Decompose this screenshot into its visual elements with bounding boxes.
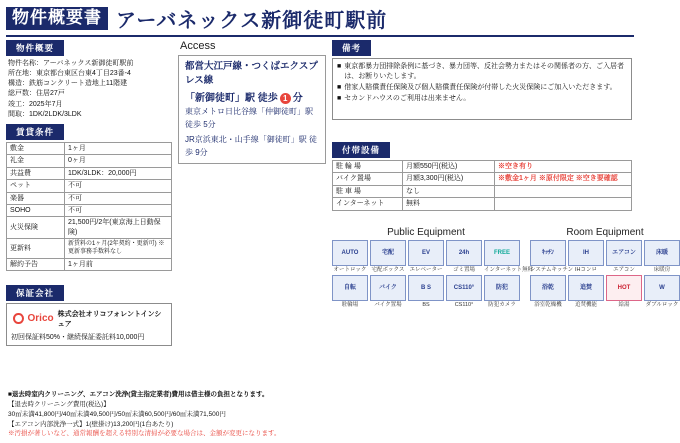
guarantee-company: Orico 株式会社オリコフォレントインシュア [11, 307, 167, 332]
equipment-item: 浴乾 浴室乾燥機 [530, 275, 566, 308]
equipment-item: W ダブルロック [644, 275, 680, 308]
public-equipment-title: Public Equipment [387, 226, 465, 238]
table-row: 火災保険 21,500円/2年(東京海上日動保険) [7, 217, 172, 239]
bike-parking-icon: バイク [370, 275, 406, 301]
hot-water-icon: HOT [606, 275, 642, 301]
floor-heating-icon: 床暖 [644, 240, 680, 266]
equipment-item: 自転 駐輪場 [332, 275, 368, 308]
overview-row: 所在地： 東京都台東区台東4丁目23番-4 [8, 70, 131, 78]
table-row: 礼金 0ヶ月 [7, 155, 172, 167]
equipment-item: AUTO オートロック [332, 240, 368, 273]
access-walk-line: 「新御徒町」駅 徒歩 1 分 [185, 92, 303, 104]
bath-dryer-icon: 浴乾 [530, 275, 566, 301]
page-title: 物件概要書 [6, 7, 108, 31]
equipment-item: エアコン エアコン [606, 240, 642, 273]
equipment-item: FREE インターネット無料 [484, 240, 520, 273]
reheating-bath-icon: 追焚 [568, 275, 604, 301]
document-header [6, 4, 634, 37]
access-title: Access [180, 40, 216, 52]
table-row: 駐 輪 場 月額550円(税込) ※空き有り [333, 161, 632, 173]
note-line: ※汚損が著しいなど、通常報酬を超える特別な清掃が必要な場合は、金額が変更になります。 [8, 430, 281, 438]
cs-antenna-icon: CS110° [446, 275, 482, 301]
room-equipment-block [530, 227, 680, 308]
table-row: インターネット 無料 [333, 198, 632, 210]
overview-row: 物件名称： アーバネックス新御徒町駅前 [8, 60, 134, 67]
overview-row: 間取： 1DK/2LDK/3LDK [8, 110, 82, 118]
equipment-item: EV エレベーター [408, 240, 444, 273]
right-column [332, 40, 679, 346]
ih-stove-icon: IH [568, 240, 604, 266]
rent-conditions-label: 賃貸条件 [6, 124, 64, 140]
guarantee-note: 初回保証料50%・継続保証委託料10,000円 [11, 333, 145, 341]
remarks-section [332, 40, 632, 120]
access-column [178, 40, 326, 346]
table-row: 解約予告 1ヶ月前 [7, 258, 172, 270]
main-columns [6, 40, 679, 346]
trash-room-icon: 24h [446, 240, 482, 266]
equipment-item: ｷｯﾁﾝ システムキッチン [530, 240, 566, 273]
table-row: 敷金 1ヶ月 [7, 142, 172, 154]
guarantee-section [6, 285, 172, 346]
room-equipment-grid [530, 240, 680, 308]
table-row: 共益費 1DK/3LDK：20,000円 [7, 167, 172, 179]
auto-lock-icon: AUTO [332, 240, 368, 266]
equipment-section [332, 226, 679, 308]
equipment-item: 24h ゴミ置場 [446, 240, 482, 273]
bs-antenna-icon: B S [408, 275, 444, 301]
overview-section [6, 40, 172, 120]
equipment-item: バイク バイク置場 [370, 275, 406, 308]
facilities-table [332, 160, 632, 211]
walk-minutes-badge: 1 [280, 93, 291, 104]
equipment-item: 宅配 宅配ボックス [370, 240, 406, 273]
facilities-label: 付帯設備 [332, 142, 390, 158]
equipment-item: B S BS [408, 275, 444, 308]
table-row: SOHO 不可 [7, 205, 172, 217]
bullet-square-icon: ■ [337, 63, 342, 70]
table-row: 楽器 不可 [7, 192, 172, 204]
access-sub-line: JR京浜東北・山手線「御徒町」駅 徒歩 9分 [185, 134, 317, 157]
remark-item: ■ 借家人賠償責任保険及び個人賠償責任保険が付帯した火災保険にご加入いただきます。 [337, 83, 627, 93]
bullet-square-icon: ■ [337, 84, 342, 92]
elevator-icon: EV [408, 240, 444, 266]
note-line: 30㎡未満41,800円/40㎡未満49,500円/50㎡未満60,500円/60㎡未満71,500円 [8, 410, 226, 418]
note-line: 【退去時クリーニング費用(税込)】 [8, 401, 110, 408]
public-equipment-block [332, 226, 534, 308]
facilities-section [332, 142, 632, 211]
remark-item: ■ セカンドハウスのご利用は出来ません。 [337, 94, 627, 104]
table-row: 駐 車 場 なし [333, 185, 632, 197]
equipment-item: 床暖 床暖房 [644, 240, 680, 273]
footer-notes [8, 390, 628, 439]
bicycle-parking-icon: 自転 [332, 275, 368, 301]
remark-item: ■ 東京都暴力団排除条例に基づき、暴力団等、反社会勢力またはその関係者の方、ご入居者は、お断りいたします。 [337, 62, 627, 82]
equipment-item: IH IHコンロ [568, 240, 604, 273]
overview-row: 総戸数： 住居27戸 [8, 90, 65, 98]
equipment-item: 追焚 追焚機能 [568, 275, 604, 308]
bullet-square-icon: ■ [337, 95, 342, 103]
access-sub-line: 東京メトロ日比谷線「仲御徒町」駅 徒歩 5分 [185, 107, 313, 129]
equipment-item: CS110° CS110° [446, 275, 482, 308]
table-row: ペット 不可 [7, 180, 172, 192]
free-internet-icon: FREE [484, 240, 520, 266]
security-camera-icon: 防犯 [484, 275, 520, 301]
air-conditioner-icon: エアコン [606, 240, 642, 266]
equipment-item: 防犯 防犯カメラ [484, 275, 520, 308]
table-row: バイク置場 月額3,300円(税込) ※敷金1ヶ月 ※原付限定 ※空き要確認 [333, 173, 632, 185]
rent-conditions-section [6, 124, 172, 271]
equipment-item: HOT 給湯 [606, 275, 642, 308]
left-column [6, 40, 172, 346]
guarantee-label: 保証会社 [6, 285, 64, 301]
property-name-title: アーバネックス新御徒町駅前 [116, 10, 388, 32]
rent-conditions-table [6, 142, 172, 271]
note-line: ■退去時室内クリーニング、エアコン洗浄(貸主指定業者)費用は借主様の負担となります。 [8, 391, 269, 399]
system-kitchen-icon: ｷｯﾁﾝ [530, 240, 566, 266]
room-equipment-title: Room Equipment [566, 226, 644, 238]
orico-logo-icon [13, 313, 24, 324]
double-lock-icon: W [644, 275, 680, 301]
overview-label: 物件概要 [6, 40, 64, 56]
note-line: 【エアコン内部洗浄一式】1(壁掛け)13,200円(1台あたり) [8, 420, 174, 428]
remarks-label: 備考 [332, 40, 371, 56]
delivery-box-icon: 宅配 [370, 240, 406, 266]
overview-row: 構造： 鉄筋コンクリート造地上11階建 [8, 80, 128, 88]
public-equipment-grid [332, 240, 534, 308]
table-row: 更新料 新賃料の1ヶ月(2年契約・更新可) ※更新事務手数料なし [7, 239, 172, 258]
access-box [178, 55, 326, 164]
access-line: 都営大江戸線・つくばエクスプレス線 [185, 61, 318, 87]
overview-row: 竣工： 2025年7月 [8, 100, 63, 108]
